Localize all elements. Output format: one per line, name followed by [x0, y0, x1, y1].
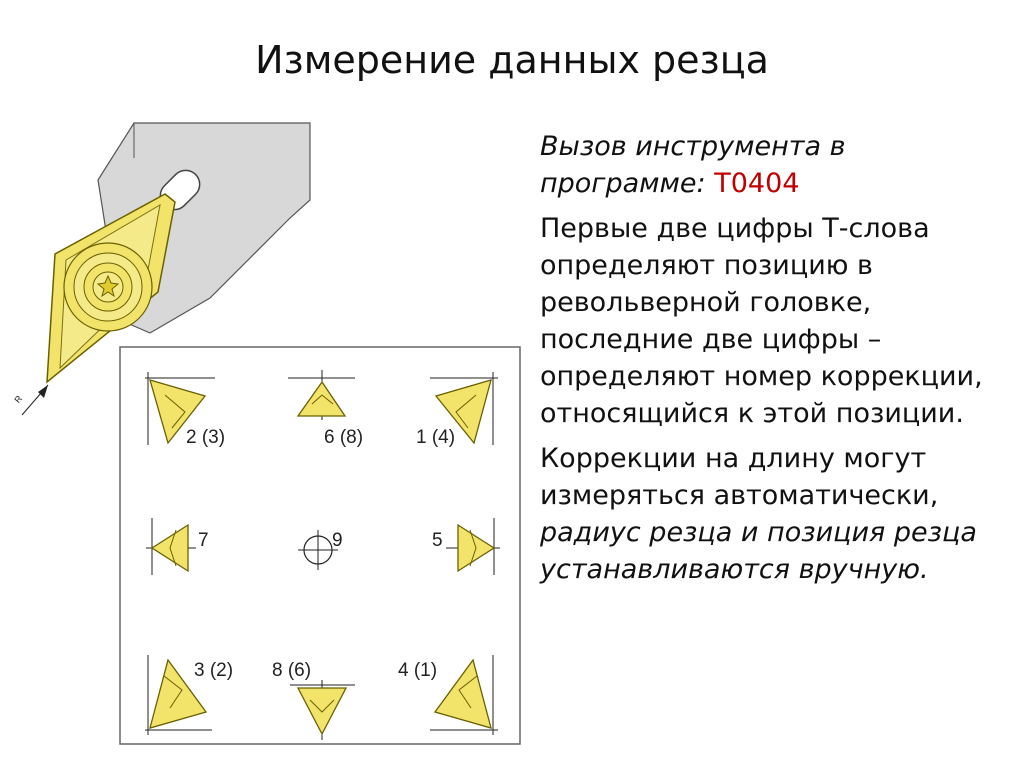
offsets-paragraph	[540, 440, 1010, 588]
svg-text:4 (1): 4 (1)	[398, 660, 438, 681]
slide-body	[540, 128, 1010, 596]
svg-text:3 (2): 3 (2)	[194, 660, 234, 681]
tool-call-paragraph	[540, 128, 1010, 202]
tool-call-code: T0404	[714, 168, 800, 199]
slide-title: Измерение данных резца	[255, 38, 769, 82]
svg-text:8 (6): 8 (6)	[272, 660, 312, 681]
svg-text:7: 7	[198, 530, 209, 551]
svg-text:5: 5	[432, 530, 443, 551]
t-word-paragraph: Первые две цифры Т-слова определяют позицию в револьверной головке, последние две цифры – определяют номер коррекции, относящийся к этой позиции.	[540, 213, 983, 429]
radius-marker	[12, 385, 48, 415]
svg-text:6 (8): 6 (8)	[324, 427, 364, 448]
svg-text:R: R	[12, 393, 25, 405]
tool-call-colon: :	[696, 168, 706, 199]
svg-text:9: 9	[332, 530, 343, 551]
offsets-manual-text: радиус резца и позиция резца устанавливаются вручную.	[540, 517, 977, 585]
svg-text:1 (4): 1 (4)	[416, 427, 456, 448]
tool-call-label: Вызов инструмента в программе	[540, 131, 846, 199]
svg-text:2 (3): 2 (3)	[186, 427, 226, 448]
offsets-auto-text: Коррекции на длину могут измеряться автоматически,	[540, 443, 939, 511]
